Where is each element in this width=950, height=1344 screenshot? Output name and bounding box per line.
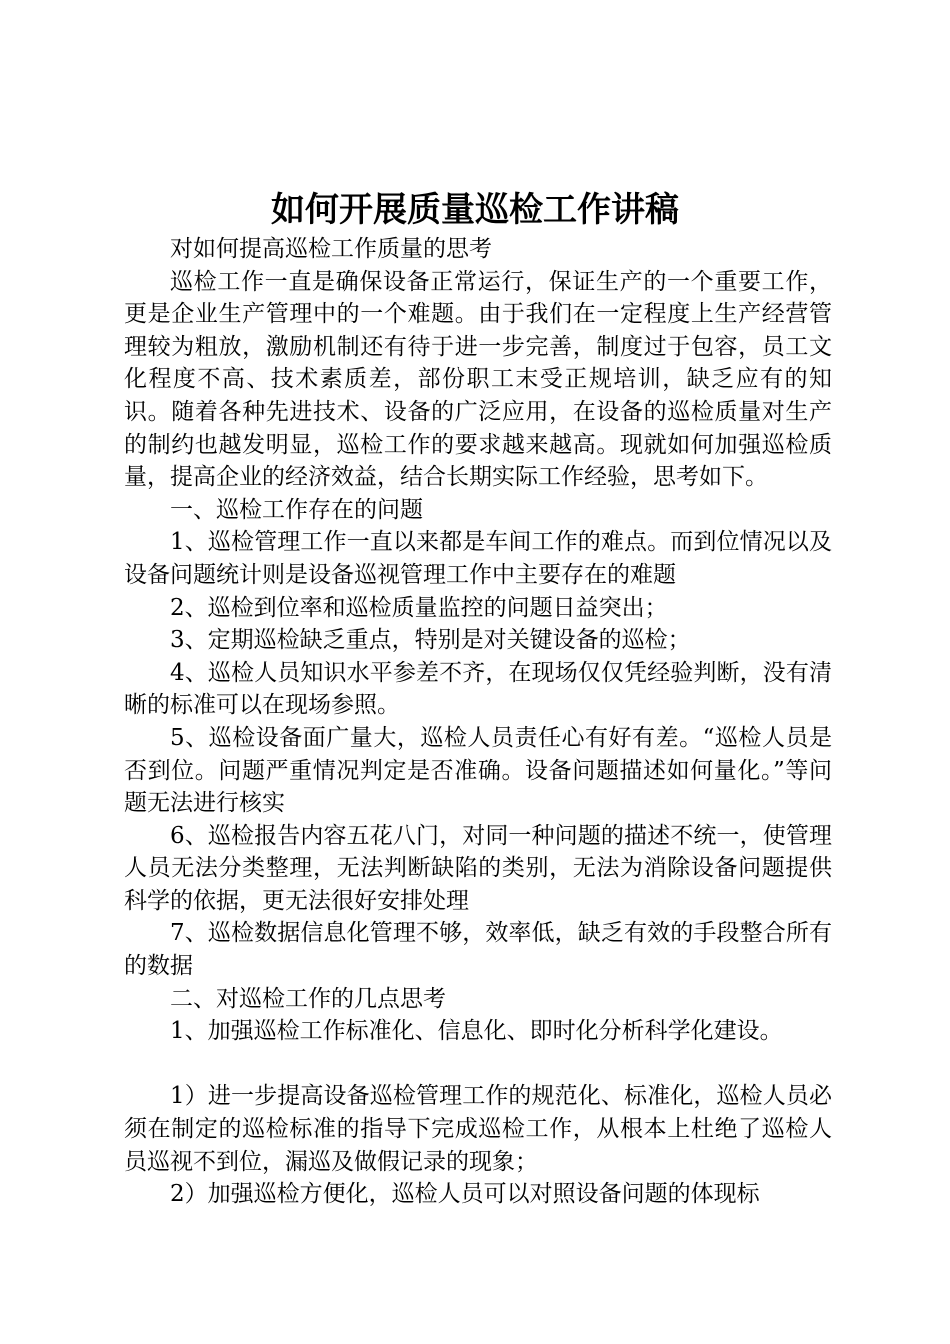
paragraph-problem-1: 1、巡检管理工作一直以来都是车间工作的难点。而到位情况以及设备问题统计则是设备巡视管理工作中主要存在的难题 <box>124 529 832 588</box>
paragraph-thought-1: 1、加强巡检工作标准化、信息化、即时化分析科学化建设。 <box>170 1018 783 1045</box>
paragraph-problem-5: 5、巡检设备面广量大，巡检人员责任心有好有差。“巡检人员是否到位。问题严重情况判定是否准确。设备问题描述如何量化。”等问题无法进行核实 <box>124 724 832 817</box>
section-heading-thoughts: 二、对巡检工作的几点思考 <box>170 985 446 1012</box>
paragraph-thought-1-2: 2）加强巡检方便化，巡检人员可以对照设备问题的体现标 <box>170 1181 760 1208</box>
paragraph-problem-3: 3、定期巡检缺乏重点，特别是对关键设备的巡检； <box>170 627 691 654</box>
paragraph-problem-2: 2、巡检到位率和巡检质量监控的问题日益突出； <box>170 594 668 621</box>
paragraph-problem-6: 6、巡检报告内容五花八门，对同一种问题的描述不统一，使管理人员无法分类整理，无法判断缺陷的类别，无法为消除设备问题提供科学的依据，更无法很好安排处理 <box>124 822 832 914</box>
paragraph-problem-4: 4、巡检人员知识水平参差不齐，在现场仅仅凭经验判断，没有清晰的标准可以在现场参照。 <box>124 659 832 719</box>
section-heading-problems: 一、巡检工作存在的问题 <box>170 496 423 523</box>
paragraph-problem-7: 7、巡检数据信息化管理不够，效率低，缺乏有效的手段整合所有的数据 <box>124 920 832 980</box>
paragraph-intro: 巡检工作一直是确保设备正常运行，保证生产的一个重要工作，更是企业生产管理中的一个难题。由于我们在一定程度上生产经营管理较为粗放，激励机制还有待于进一步完善，制度过于包容，员工文化程度不高、技术素质差，部份职工末受正规培训，缺乏应有的知识。随着各种先进技术、设备的广泛应用，在设备的巡检质量对生产的制约也越发明显，巡检工作的要求越来越高。现就如何加强巡检质量，提高企业的经济效益，结合长期实际工作经验，思考如下。 <box>124 268 832 491</box>
paragraph-thought-1-1: 1）进一步提高设备巡检管理工作的规范化、标准化，巡检人员必须在制定的巡检标准的指导下完成巡检工作，从根本上杜绝了巡检人员巡视不到位，漏巡及做假记录的现象； <box>124 1083 832 1175</box>
paragraph-subtitle: 对如何提高巡检工作质量的思考 <box>170 236 492 262</box>
document-body <box>124 233 832 1211</box>
blank-line <box>124 1048 832 1081</box>
document-title: 如何开展质量巡检工作讲稿 <box>271 190 679 230</box>
